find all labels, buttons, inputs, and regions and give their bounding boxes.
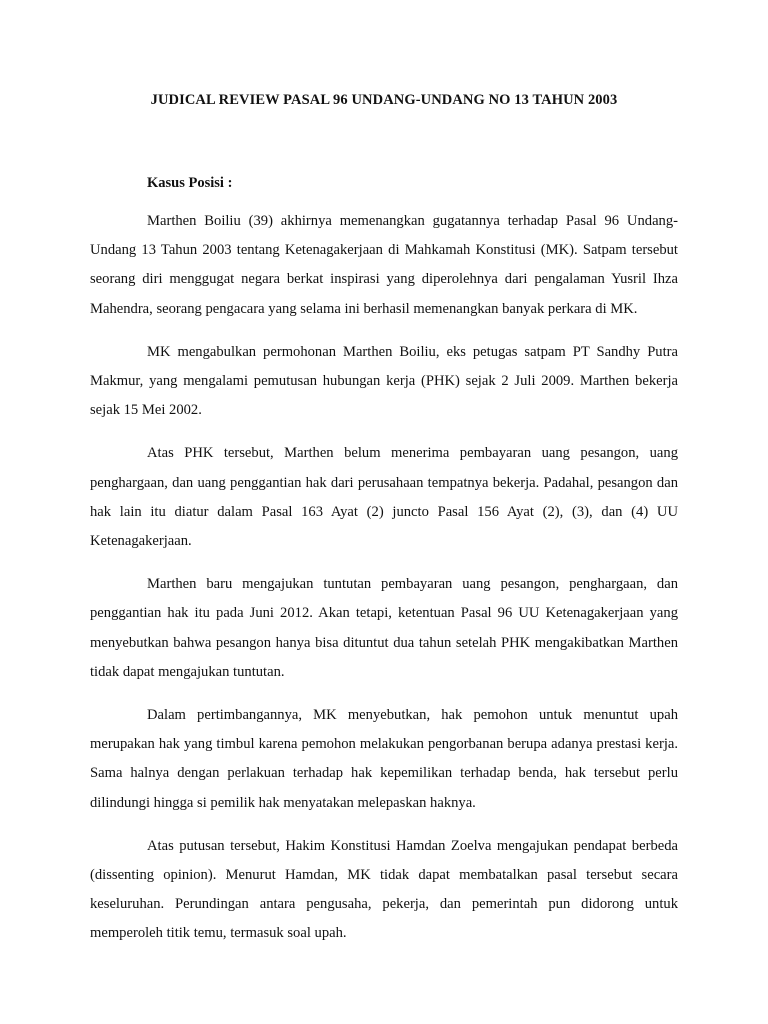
section-heading: Kasus Posisi : <box>147 175 233 191</box>
paragraph: Atas PHK tersebut, Marthen belum menerima pembayaran uang pesangon, uang penghargaan, dan uang penggantian hak dari perusahaan tempatnya bekerja. Padahal, pesangon dan hak lain itu diatur dalam Pasal 163 Ayat (2) juncto Pasal 156 Ayat (2), (3), dan (4) UU Ketenagakerjaan. <box>90 445 678 550</box>
paragraph: Dalam pertimbangannya, MK menyebutkan, hak pemohon untuk menuntut upah merupakan hak yang timbul karena pemohon melakukan pengorbanan berupa adanya prestasi kerja. Sama halnya dengan perlakuan terhadap hak kepemilikan terhadap benda, hak tersebut perlu dilindungi hingga si pemilik hak menyatakan melepaskan haknya. <box>90 707 678 811</box>
paragraph: Marthen Boiliu (39) akhirnya memenangkan gugatannya terhadap Pasal 96 Undang-Undang 13 Tahun 2003 tentang Ketenagakerjaan di Mahkamah Konstitusi (MK). Satpam tersebut seorang diri menggugat negara berkat inspirasi yang diperolehnya dari pengalaman Yusril Ihza Mahendra, seorang pengacara yang selama ini berhasil memenangkan banyak perkara di MK. <box>90 213 678 317</box>
paragraph: MK mengabulkan permohonan Marthen Boiliu, eks petugas satpam PT Sandhy Putra Makmur, yang mengalami pemutusan hubungan kerja (PHK) sejak 2 Juli 2009. Marthen bekerja sejak 15 Mei 2002. <box>90 343 678 419</box>
document-title: JUDICAL REVIEW PASAL 96 UNDANG-UNDANG NO 13 TAHUN 2003 <box>150 92 618 108</box>
document-body <box>90 207 678 963</box>
paragraph: Atas putusan tersebut, Hakim Konstitusi Hamdan Zoelva mengajukan pendapat berbeda (dissenting opinion). Menurut Hamdan, MK tidak dapat membatalkan pasal tersebut secara keseluruhan. Perundingan antara pengusaha, pekerja, dan pemerintah pun didorong untuk memperoleh titik temu, termasuk soal upah. <box>90 837 678 942</box>
paragraph: Marthen baru mengajukan tuntutan pembayaran uang pesangon, penghargaan, dan penggantian hak itu pada Juni 2012. Akan tetapi, ketentuan Pasal 96 UU Ketenagakerjaan yang menyebutkan bahwa pesangon hanya bisa dituntut dua tahun setelah PHK mengakibatkan Marthen tidak dapat mengajukan tuntutan. <box>90 576 678 680</box>
